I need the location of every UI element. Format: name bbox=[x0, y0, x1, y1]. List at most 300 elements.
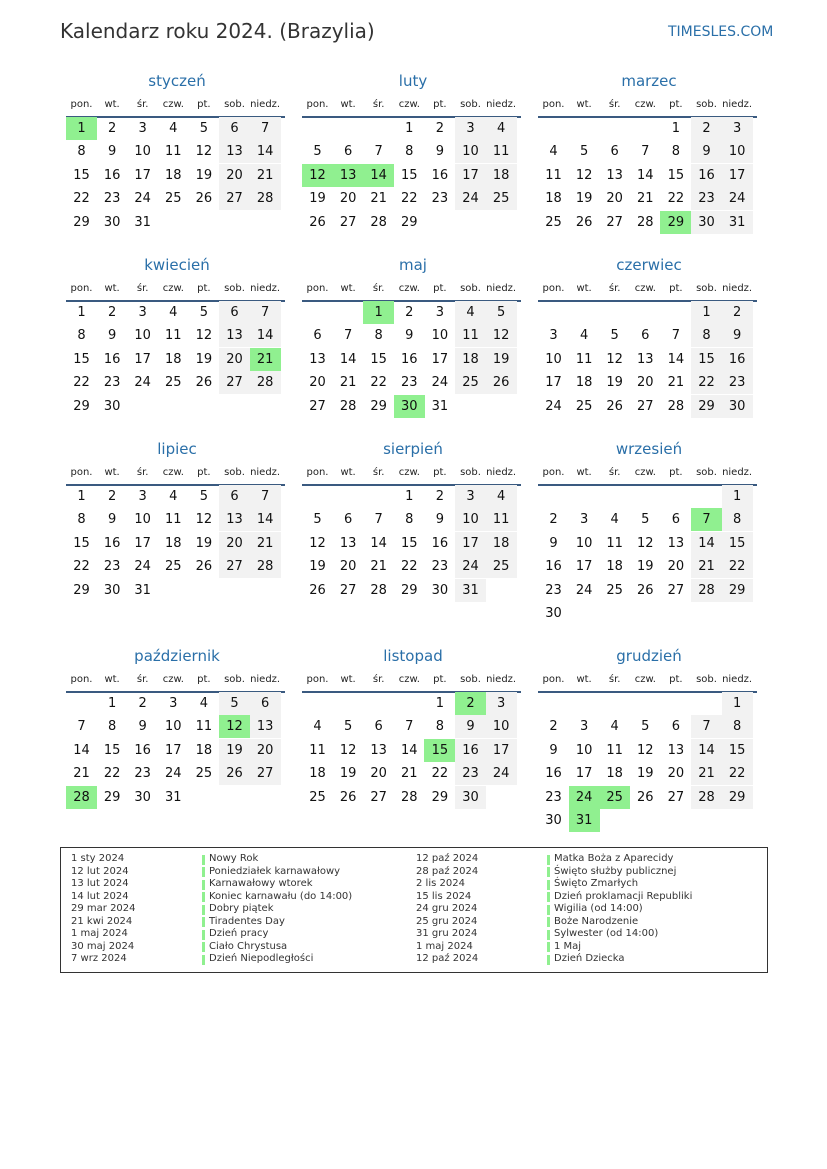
weekday-label: czw. bbox=[634, 283, 656, 294]
day-cell: 15 bbox=[431, 742, 449, 758]
day-cell: 13 bbox=[339, 167, 357, 183]
weekday-label: śr. bbox=[136, 674, 149, 685]
day-cell: 23 bbox=[431, 191, 449, 207]
holiday-marker bbox=[547, 917, 550, 927]
day-cell: 13 bbox=[606, 167, 623, 183]
day-cell: 25 bbox=[195, 766, 213, 782]
day-cell: 24 bbox=[575, 582, 593, 598]
day-cell: 13 bbox=[339, 535, 357, 551]
weekday-label: niedz. bbox=[486, 99, 517, 110]
day-cell: 8 bbox=[732, 719, 742, 735]
weekday-label: pon. bbox=[542, 99, 565, 110]
holiday-marker bbox=[202, 942, 205, 952]
weekday-label: niedz. bbox=[722, 674, 753, 685]
day-cell: 24 bbox=[431, 375, 449, 391]
day-cell: 6 bbox=[230, 489, 239, 504]
day-cell: 7 bbox=[260, 121, 270, 136]
day-cell: 22 bbox=[728, 559, 746, 575]
day-cell: 28 bbox=[339, 398, 357, 414]
day-cell: 31 bbox=[134, 214, 151, 230]
day-cell: 12 bbox=[339, 742, 357, 758]
day-cell: 5 bbox=[641, 719, 650, 735]
month-name: czerwiec bbox=[616, 256, 682, 274]
holiday-date: 29 mar 2024 bbox=[71, 903, 136, 914]
weekday-label: niedz. bbox=[722, 283, 753, 294]
day-cell: 2 bbox=[732, 305, 742, 320]
day-cell: 18 bbox=[545, 191, 562, 207]
day-cell: 12 bbox=[606, 351, 623, 367]
day-cell: 4 bbox=[199, 696, 209, 711]
day-cell: 6 bbox=[343, 512, 353, 528]
day-cell: 1 bbox=[435, 696, 445, 711]
day-cell: 22 bbox=[103, 766, 121, 782]
day-cell: 24 bbox=[545, 398, 562, 414]
month-name: październik bbox=[134, 647, 220, 665]
day-cell: 27 bbox=[606, 214, 623, 230]
day-cell: 19 bbox=[339, 766, 357, 782]
holiday-name: Święto służby publicznej bbox=[554, 865, 677, 877]
day-cell: 31 bbox=[462, 582, 479, 598]
day-cell: 7 bbox=[702, 719, 711, 735]
day-cell: 5 bbox=[199, 121, 209, 136]
day-cell: 8 bbox=[732, 512, 742, 528]
day-cell: 25 bbox=[165, 375, 182, 391]
month-name: marzec bbox=[621, 72, 677, 90]
day-cell: 6 bbox=[230, 305, 239, 320]
weekday-label: śr. bbox=[372, 283, 385, 294]
day-cell: 29 bbox=[698, 398, 715, 414]
holiday-marker bbox=[202, 955, 205, 965]
day-cell: 20 bbox=[606, 191, 623, 207]
day-cell: 4 bbox=[466, 305, 475, 320]
day-cell: 4 bbox=[169, 121, 178, 136]
day-cell: 22 bbox=[401, 559, 418, 575]
day-cell: 26 bbox=[637, 582, 654, 598]
day-cell: 20 bbox=[226, 351, 243, 367]
day-cell: 16 bbox=[431, 535, 449, 551]
day-cell: 16 bbox=[462, 742, 479, 758]
weekday-label: niedz. bbox=[250, 283, 281, 294]
day-cell: 15 bbox=[728, 742, 746, 758]
day-cell: 25 bbox=[492, 191, 510, 207]
weekday-label: niedz. bbox=[250, 674, 281, 685]
day-cell: 30 bbox=[401, 398, 418, 414]
day-cell: 13 bbox=[226, 144, 243, 160]
day-cell: 16 bbox=[134, 742, 151, 758]
day-cell: 13 bbox=[370, 742, 387, 758]
holiday-date: 2 lis 2024 bbox=[416, 878, 465, 889]
day-cell: 19 bbox=[309, 559, 326, 575]
weekday-label: niedz. bbox=[486, 674, 517, 685]
holiday-name: Święto Zmarłych bbox=[554, 878, 639, 889]
holiday-name: Wigilia (od 14:00) bbox=[554, 903, 643, 914]
day-cell: 26 bbox=[575, 214, 593, 230]
day-cell: 27 bbox=[667, 789, 685, 805]
day-cell: 23 bbox=[728, 375, 746, 391]
day-cell: 10 bbox=[575, 535, 593, 551]
day-cell: 23 bbox=[103, 191, 121, 207]
day-cell: 27 bbox=[226, 559, 243, 575]
day-cell: 11 bbox=[606, 535, 623, 551]
day-cell: 2 bbox=[138, 696, 147, 711]
day-cell: 14 bbox=[73, 742, 90, 758]
weekday-label: śr. bbox=[136, 99, 149, 110]
day-cell: 17 bbox=[728, 167, 746, 183]
day-cell: 13 bbox=[226, 512, 243, 528]
day-cell: 18 bbox=[492, 167, 510, 183]
day-cell: 16 bbox=[401, 351, 418, 367]
weekday-label: niedz. bbox=[250, 99, 281, 110]
day-cell: 20 bbox=[370, 766, 387, 782]
weekday-label: śr. bbox=[136, 283, 149, 294]
weekday-label: pt. bbox=[433, 283, 447, 294]
day-cell: 5 bbox=[230, 696, 239, 711]
day-cell: 26 bbox=[195, 559, 213, 575]
day-cell: 9 bbox=[435, 144, 445, 160]
weekday-label: pon. bbox=[542, 467, 565, 478]
day-cell: 26 bbox=[339, 789, 357, 805]
day-cell: 4 bbox=[313, 719, 322, 735]
day-cell: 2 bbox=[549, 512, 558, 528]
weekday-label: pt. bbox=[197, 467, 211, 478]
day-cell: 27 bbox=[339, 582, 357, 598]
day-cell: 12 bbox=[309, 535, 326, 551]
day-cell: 14 bbox=[698, 742, 715, 758]
day-cell: 15 bbox=[103, 742, 121, 758]
weekday-label: śr. bbox=[136, 467, 149, 478]
day-cell: 9 bbox=[435, 512, 445, 528]
holiday-marker bbox=[202, 917, 205, 927]
day-cell: 12 bbox=[492, 328, 510, 344]
day-cell: 1 bbox=[405, 121, 414, 136]
holiday-name: Boże Narodzenie bbox=[554, 915, 639, 927]
day-cell: 18 bbox=[165, 167, 182, 183]
weekday-label: wt. bbox=[104, 467, 120, 478]
day-cell: 25 bbox=[606, 789, 623, 805]
weekday-label: sob. bbox=[224, 674, 245, 685]
day-cell: 12 bbox=[637, 535, 654, 551]
weekday-label: pt. bbox=[669, 467, 683, 478]
holiday-date: 28 paź 2024 bbox=[416, 865, 479, 877]
holiday-date: 12 lut 2024 bbox=[71, 865, 129, 877]
day-cell: 4 bbox=[549, 144, 558, 160]
day-cell: 31 bbox=[728, 214, 746, 230]
day-cell: 1 bbox=[732, 696, 742, 711]
day-cell: 18 bbox=[462, 351, 479, 367]
day-cell: 2 bbox=[405, 305, 414, 320]
day-cell: 13 bbox=[226, 328, 243, 344]
day-cell: 28 bbox=[698, 789, 715, 805]
weekday-label: śr. bbox=[372, 99, 385, 110]
weekday-label: pon. bbox=[306, 283, 329, 294]
weekday-label: wt. bbox=[576, 467, 592, 478]
holiday-name: Karnawałowy wtorek bbox=[209, 878, 313, 889]
day-cell: 23 bbox=[134, 766, 151, 782]
day-cell: 17 bbox=[134, 167, 151, 183]
weekday-label: wt. bbox=[576, 674, 592, 685]
day-cell: 24 bbox=[492, 766, 510, 782]
weekday-label: czw. bbox=[634, 674, 656, 685]
weekday-label: pon. bbox=[306, 674, 329, 685]
day-cell: 23 bbox=[462, 766, 479, 782]
day-cell: 21 bbox=[637, 191, 654, 207]
day-cell: 24 bbox=[575, 789, 593, 805]
day-cell: 5 bbox=[313, 144, 322, 160]
holiday-date: 12 paź 2024 bbox=[416, 853, 479, 864]
day-cell: 29 bbox=[728, 789, 746, 805]
weekday-label: czw. bbox=[398, 674, 420, 685]
day-cell: 4 bbox=[169, 305, 178, 320]
day-cell: 10 bbox=[134, 328, 151, 344]
day-cell: 13 bbox=[256, 719, 274, 735]
day-cell: 3 bbox=[549, 328, 558, 344]
day-cell: 29 bbox=[728, 582, 746, 598]
weekday-label: niedz. bbox=[486, 283, 517, 294]
day-cell: 10 bbox=[134, 512, 151, 528]
day-cell: 15 bbox=[401, 167, 418, 183]
day-cell: 31 bbox=[575, 813, 593, 828]
day-cell: 11 bbox=[606, 742, 623, 758]
day-cell: 6 bbox=[313, 328, 322, 344]
holiday-name: Dzień proklamacji Republiki bbox=[554, 890, 693, 902]
day-cell: 17 bbox=[575, 766, 593, 782]
day-cell: 10 bbox=[462, 144, 479, 160]
day-cell: 17 bbox=[431, 351, 449, 367]
weekday-label: sob. bbox=[224, 283, 245, 294]
day-cell: 29 bbox=[73, 582, 90, 598]
holiday-date: 21 kwi 2024 bbox=[71, 915, 133, 927]
day-cell: 11 bbox=[462, 328, 479, 344]
holiday-date: 31 gru 2024 bbox=[416, 928, 478, 939]
day-cell: 12 bbox=[195, 328, 213, 344]
day-cell: 21 bbox=[73, 766, 90, 782]
day-cell: 8 bbox=[374, 328, 383, 344]
day-cell: 19 bbox=[606, 375, 623, 391]
page-title: Kalendarz roku 2024. (Brazylia) bbox=[60, 19, 375, 43]
day-cell: 28 bbox=[370, 582, 387, 598]
day-cell: 8 bbox=[107, 719, 117, 735]
day-cell: 30 bbox=[545, 606, 562, 621]
day-cell: 4 bbox=[610, 512, 619, 528]
weekday-label: czw. bbox=[634, 99, 656, 110]
day-cell: 23 bbox=[103, 375, 121, 391]
day-cell: 27 bbox=[667, 582, 685, 598]
day-cell: 25 bbox=[545, 214, 562, 230]
weekday-label: niedz. bbox=[486, 467, 517, 478]
day-cell: 20 bbox=[226, 535, 243, 551]
day-cell: 9 bbox=[549, 742, 558, 758]
day-cell: 14 bbox=[401, 742, 418, 758]
day-cell: 4 bbox=[496, 121, 506, 136]
weekday-label: pon. bbox=[306, 467, 329, 478]
weekday-label: pon. bbox=[70, 283, 93, 294]
day-cell: 4 bbox=[496, 489, 506, 504]
day-cell: 21 bbox=[401, 766, 418, 782]
day-cell: 15 bbox=[667, 167, 685, 183]
weekday-label: wt. bbox=[340, 99, 356, 110]
day-cell: 6 bbox=[610, 144, 619, 160]
day-cell: 29 bbox=[370, 398, 387, 414]
day-cell: 31 bbox=[431, 398, 449, 414]
day-cell: 11 bbox=[575, 351, 593, 367]
day-cell: 30 bbox=[728, 398, 746, 414]
day-cell: 22 bbox=[698, 375, 715, 391]
day-cell: 11 bbox=[165, 328, 182, 344]
day-cell: 24 bbox=[134, 375, 151, 391]
day-cell: 17 bbox=[462, 167, 479, 183]
day-cell: 1 bbox=[405, 489, 414, 504]
day-cell: 13 bbox=[667, 742, 685, 758]
day-cell: 23 bbox=[401, 375, 418, 391]
holiday-date: 1 sty 2024 bbox=[71, 853, 125, 864]
day-cell: 22 bbox=[667, 191, 685, 207]
weekday-label: pon. bbox=[306, 99, 329, 110]
weekday-label: sob. bbox=[696, 99, 717, 110]
weekday-label: śr. bbox=[372, 674, 385, 685]
day-cell: 17 bbox=[575, 559, 593, 575]
holiday-name: Dzień Dziecka bbox=[554, 953, 625, 964]
day-cell: 2 bbox=[435, 489, 445, 504]
day-cell: 19 bbox=[637, 766, 654, 782]
day-cell: 7 bbox=[77, 719, 86, 735]
day-cell: 12 bbox=[195, 512, 213, 528]
day-cell: 7 bbox=[260, 305, 270, 320]
day-cell: 12 bbox=[195, 144, 213, 160]
weekday-label: pt. bbox=[669, 674, 683, 685]
day-cell: 15 bbox=[73, 535, 90, 551]
day-cell: 18 bbox=[309, 766, 326, 782]
day-cell: 25 bbox=[165, 559, 182, 575]
weekday-label: pon. bbox=[70, 467, 93, 478]
day-cell: 30 bbox=[431, 582, 449, 598]
day-cell: 19 bbox=[195, 167, 213, 183]
day-cell: 21 bbox=[698, 559, 715, 575]
day-cell: 15 bbox=[728, 535, 746, 551]
holiday-marker bbox=[547, 892, 550, 902]
day-cell: 22 bbox=[73, 375, 90, 391]
day-cell: 12 bbox=[575, 167, 593, 183]
day-cell: 26 bbox=[309, 214, 326, 230]
day-cell: 11 bbox=[492, 512, 510, 528]
day-cell: 7 bbox=[641, 144, 650, 160]
day-cell: 14 bbox=[256, 328, 274, 344]
day-cell: 17 bbox=[492, 742, 510, 758]
day-cell: 5 bbox=[641, 512, 650, 528]
weekday-label: wt. bbox=[576, 99, 592, 110]
day-cell: 15 bbox=[401, 535, 418, 551]
day-cell: 16 bbox=[103, 351, 121, 367]
day-cell: 4 bbox=[610, 719, 619, 735]
day-cell: 8 bbox=[702, 328, 711, 344]
weekday-label: wt. bbox=[104, 283, 120, 294]
holiday-date: 15 lis 2024 bbox=[416, 890, 472, 902]
day-cell: 18 bbox=[606, 559, 623, 575]
day-cell: 22 bbox=[73, 559, 90, 575]
weekday-label: niedz. bbox=[722, 99, 753, 110]
weekday-label: pt. bbox=[669, 99, 683, 110]
day-cell: 2 bbox=[107, 121, 117, 136]
day-cell: 16 bbox=[431, 167, 449, 183]
day-cell: 10 bbox=[165, 719, 182, 735]
weekday-label: pon. bbox=[542, 674, 565, 685]
day-cell: 14 bbox=[698, 535, 715, 551]
weekday-label: sob. bbox=[224, 467, 245, 478]
holiday-date: 7 wrz 2024 bbox=[71, 953, 127, 964]
weekday-label: czw. bbox=[162, 467, 184, 478]
day-cell: 24 bbox=[462, 191, 479, 207]
day-cell: 14 bbox=[370, 535, 387, 551]
holiday-marker bbox=[547, 855, 550, 865]
day-cell: 2 bbox=[107, 489, 117, 504]
holiday-marker bbox=[202, 905, 205, 915]
day-cell: 20 bbox=[256, 742, 274, 758]
holiday-date: 14 lut 2024 bbox=[71, 890, 129, 902]
weekday-label: niedz. bbox=[250, 467, 281, 478]
site-link[interactable]: TIMESLES.COM bbox=[668, 24, 774, 40]
day-cell: 7 bbox=[374, 144, 383, 160]
weekday-label: wt. bbox=[104, 674, 120, 685]
day-cell: 8 bbox=[77, 512, 86, 528]
holiday-marker bbox=[547, 930, 550, 940]
day-cell: 23 bbox=[698, 191, 715, 207]
day-cell: 8 bbox=[405, 512, 414, 528]
day-cell: 1 bbox=[702, 305, 711, 320]
day-cell: 29 bbox=[431, 789, 449, 805]
day-cell: 3 bbox=[435, 305, 445, 320]
day-cell: 8 bbox=[671, 144, 681, 160]
day-cell: 25 bbox=[606, 582, 623, 598]
holiday-marker bbox=[202, 930, 205, 940]
day-cell: 17 bbox=[134, 351, 151, 367]
day-cell: 1 bbox=[732, 489, 742, 504]
day-cell: 20 bbox=[339, 559, 357, 575]
day-cell: 21 bbox=[370, 191, 387, 207]
day-cell: 18 bbox=[165, 351, 182, 367]
day-cell: 15 bbox=[698, 351, 715, 367]
weekday-label: pt. bbox=[433, 674, 447, 685]
day-cell: 20 bbox=[309, 375, 326, 391]
day-cell: 6 bbox=[671, 512, 681, 528]
weekday-label: pt. bbox=[197, 674, 211, 685]
day-cell: 14 bbox=[667, 351, 685, 367]
day-cell: 14 bbox=[637, 167, 654, 183]
holiday-name: Koniec karnawału (do 14:00) bbox=[209, 890, 353, 902]
day-cell: 30 bbox=[103, 398, 121, 414]
day-cell: 10 bbox=[134, 144, 151, 160]
day-cell: 7 bbox=[343, 328, 353, 344]
holiday-marker bbox=[202, 880, 205, 890]
day-cell: 21 bbox=[698, 766, 715, 782]
month-name: sierpień bbox=[383, 440, 443, 458]
day-cell: 6 bbox=[230, 121, 239, 136]
weekday-label: śr. bbox=[608, 467, 621, 478]
day-cell: 27 bbox=[226, 375, 243, 391]
day-cell: 12 bbox=[226, 719, 243, 735]
day-cell: 17 bbox=[165, 742, 182, 758]
weekday-label: pon. bbox=[70, 99, 93, 110]
weekday-label: pt. bbox=[433, 99, 447, 110]
holiday-date: 1 maj 2024 bbox=[416, 940, 473, 952]
weekday-label: sob. bbox=[460, 283, 481, 294]
day-cell: 14 bbox=[339, 351, 357, 367]
day-cell: 10 bbox=[575, 742, 593, 758]
day-cell: 8 bbox=[77, 144, 86, 160]
day-cell: 7 bbox=[671, 328, 681, 344]
holiday-date: 13 lut 2024 bbox=[71, 878, 129, 889]
day-cell: 14 bbox=[256, 512, 274, 528]
holiday-marker bbox=[547, 905, 550, 915]
day-cell: 9 bbox=[702, 144, 711, 160]
